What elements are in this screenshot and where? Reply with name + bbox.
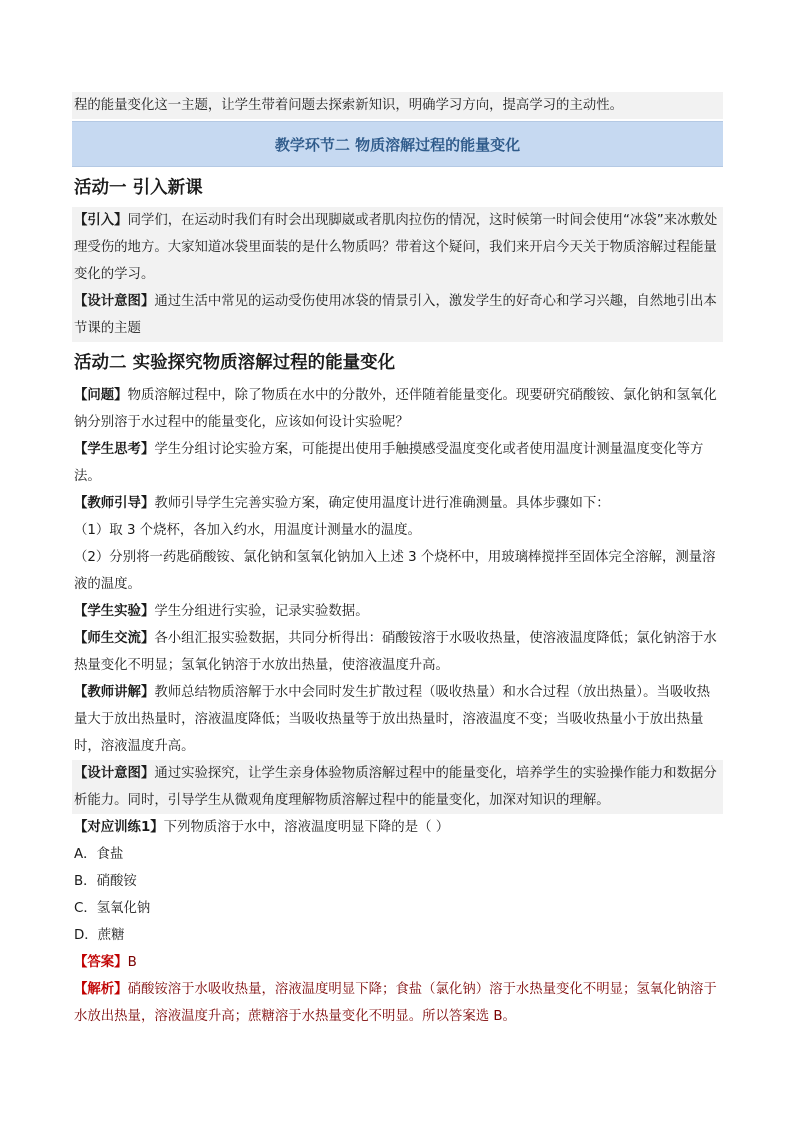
step-1: （1）取 3 个烧杯，各加入约水，用温度计测量水的温度。: [74, 523, 421, 538]
activity2-block: [72, 382, 723, 814]
answer-tag: 【答案】: [74, 955, 128, 970]
student-experiment-text: 学生分组进行实验，记录实验数据。: [154, 604, 369, 619]
option-a: A．食盐: [74, 847, 124, 862]
student-think-text: 学生分组讨论实验方案，可能提出使用手触摸感受温度变化或者使用温度计测量温度变化等方法。: [74, 442, 704, 484]
discussion-paragraph: [72, 625, 723, 679]
teacher-explain-text: 教师总结物质溶解于水中会同时发生扩散过程（吸收热量）和水合过程（放出热量）。当吸收热量大于放出热量时，溶液温度降低；当吸收热量等于放出热量时，溶液温度不变；当吸收热量小于放出热量时，溶液温度升高。: [74, 685, 711, 754]
teacher-guide-text: 教师引导学生完善实验方案，确定使用温度计进行准确测量。具体步骤如下：: [154, 496, 610, 511]
option-c: C．氢氧化钠: [74, 901, 151, 916]
section-title: 教学环节二 物质溶解过程的能量变化: [274, 135, 521, 154]
exercise-tag: 【对应训练1】: [74, 820, 164, 835]
intro-paragraph: [72, 207, 723, 288]
design-intent-text-2: 通过实验探究，让学生亲身体验物质溶解过程中的能量变化，培养学生的实验操作能力和数据分析能力。同时，引导学生从微观角度理解物质溶解过程中的能量变化，加深对知识的理解。: [74, 766, 717, 808]
teacher-explain-paragraph: [72, 679, 723, 760]
answer-paragraph: [72, 949, 723, 976]
student-think-paragraph: [72, 436, 723, 490]
design-intent-tag-2: 【设计意图】: [74, 766, 155, 781]
intro-text: 同学们，在运动时我们有时会出现脚崴或者肌肉拉伤的情况，这时候第一时间会使用“冰袋”来冰敷处理受伤的地方。大家知道冰袋里面装的是什么物质吗？带着这个疑问，我们来开启今天关于物质溶解过程能量变化的学习。: [74, 213, 718, 282]
student-experiment-tag: 【学生实验】: [74, 604, 155, 619]
exercise-stem-text: 下列物质溶于水中，溶液温度明显下降的是（ ）: [163, 820, 450, 835]
intro-tag: 【引入】: [74, 213, 128, 228]
answer-text: B: [127, 955, 137, 970]
activity1-block: [72, 207, 723, 342]
teacher-guide-paragraph: [72, 490, 723, 517]
teacher-guide-tag: 【教师引导】: [74, 496, 155, 511]
design-intent-tag-1: 【设计意图】: [74, 294, 155, 309]
student-experiment-paragraph: [72, 598, 723, 625]
question-paragraph: [72, 382, 723, 436]
exercise-block: [72, 814, 723, 1030]
activity1-title: 活动一 引入新课: [74, 178, 203, 198]
teacher-explain-tag: 【教师讲解】: [74, 685, 155, 700]
document-page: [72, 92, 723, 1030]
section-title-bar: [72, 121, 723, 167]
discussion-text: 各小组汇报实验数据，共同分析得出：硝酸铵溶于水吸收热量，使溶液温度降低；氯化钠溶于水热量变化不明显；氢氧化钠溶于水放出热量，使溶液温度升高。: [74, 631, 717, 673]
analysis-tag: 【解析】: [74, 982, 128, 997]
student-think-tag: 【学生思考】: [74, 442, 155, 457]
step-2: （2）分别将一药匙硝酸铵、氯化钠和氢氧化钠加入上述 3 个烧杯中，用玻璃棒搅拌至固体完全溶解，测量溶液的温度。: [74, 550, 716, 592]
question-tag: 【问题】: [74, 388, 128, 403]
intro-tail-paragraph: 程的能量变化这一主题，让学生带着问题去探索新知识，明确学习方向，提高学习的主动性。: [72, 92, 723, 119]
exercise-stem: [72, 814, 723, 841]
option-b: B．硝酸铵: [74, 874, 137, 889]
analysis-text: 硝酸铵溶于水吸收热量，溶液温度明显下降；食盐（氯化钠）溶于水热量变化不明显；氢氧化钠溶于水放出热量，溶液温度升高；蔗糖溶于水热量变化不明显。所以答案选 B。: [74, 982, 717, 1024]
question-text: 物质溶解过程中，除了物质在水中的分散外，还伴随着能量变化。现要研究硝酸铵、氯化钠和氢氧化钠分别溶于水过程中的能量变化，应该如何设计实验呢？: [74, 388, 717, 430]
option-d: D．蔗糖: [74, 928, 125, 943]
activity2-title: 活动二 实验探究物质溶解过程的能量变化: [74, 353, 396, 373]
design-intent-paragraph-1: [72, 288, 723, 342]
discussion-tag: 【师生交流】: [74, 631, 155, 646]
design-intent-text-1: 通过生活中常见的运动受伤使用冰袋的情景引入，激发学生的好奇心和学习兴趣，自然地引出本节课的主题: [74, 294, 717, 336]
analysis-paragraph: [72, 976, 723, 1030]
design-intent-paragraph-2: [72, 760, 723, 814]
